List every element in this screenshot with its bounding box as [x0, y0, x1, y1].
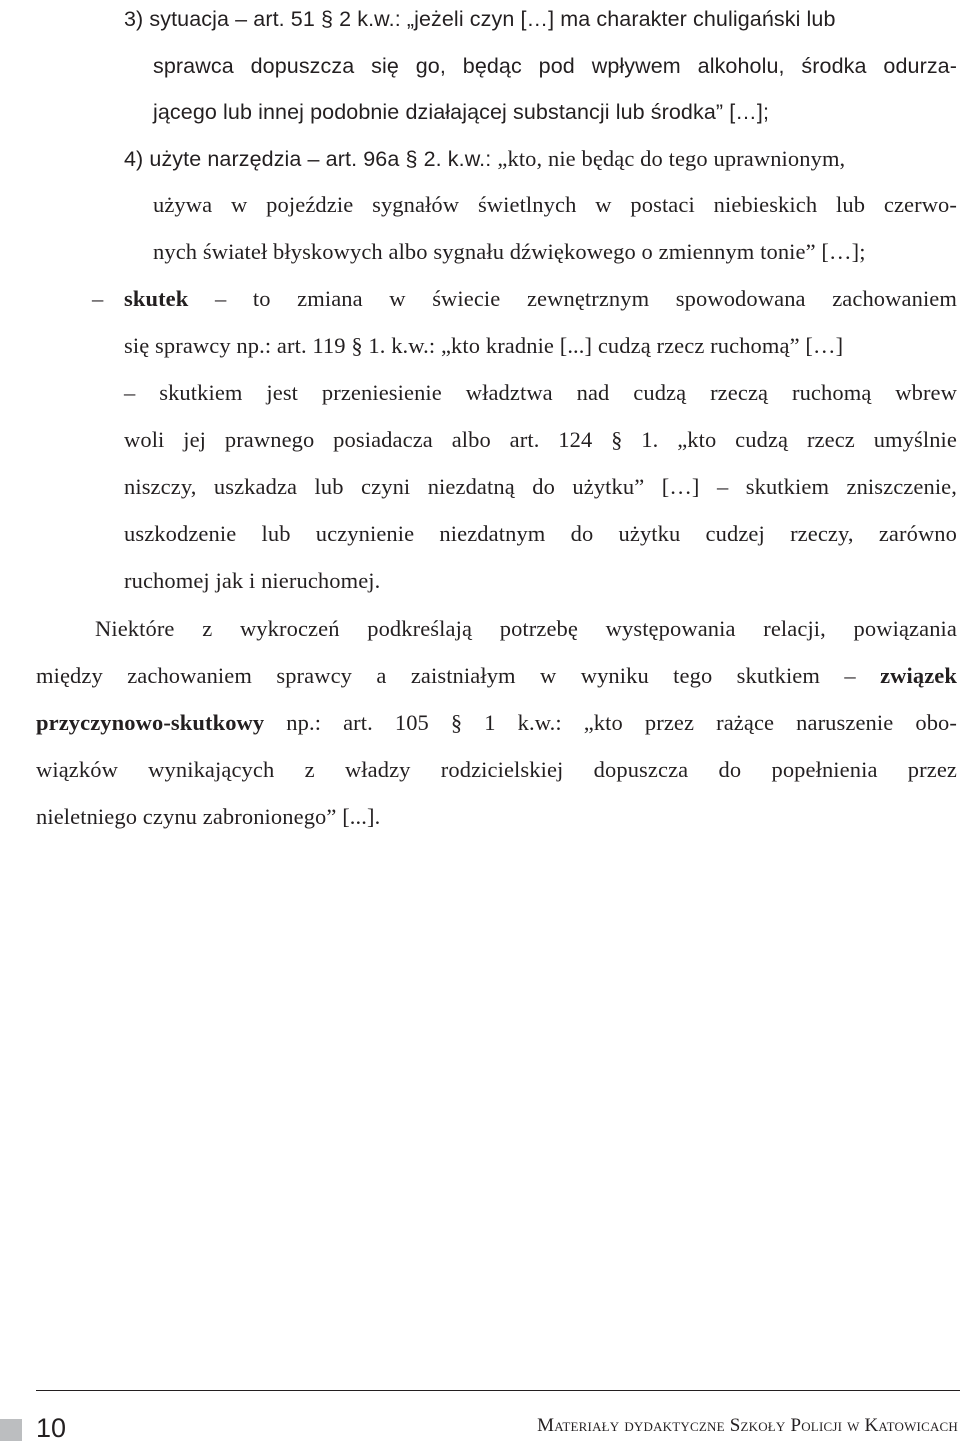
text-line: się sprawcy np.: art. 119 § 1. k.w.: „kto kradnie [...] cudzą rzecz ruchomą” […]	[124, 333, 844, 358]
text-span: – to zmiana w świecie zewnętrznym spowodowana zachowaniem	[188, 286, 957, 311]
text-line: – skutkiem jest przeniesienie władztwa nad cudzą rzeczą ruchomą wbrew	[124, 380, 957, 405]
text-line: nych świateł błyskowych albo sygnału dźwiękowego o zmiennym tonie” […];	[153, 239, 866, 264]
text-line: niszczy, uszkadza lub czyni niezdatną do użytku” […] – skutkiem zniszczenie,	[124, 474, 957, 499]
list-dash: –	[92, 286, 104, 311]
term-zwiazek: związek	[880, 663, 957, 688]
text-line: używa w pojeździe sygnałów świetlnych w postaci niebieskich lub czerwo-	[153, 192, 957, 217]
page-number: 10	[36, 1413, 67, 1443]
footer-square-marker	[0, 1419, 22, 1441]
text-span: „kto, nie będąc do tego uprawnionym,	[497, 146, 846, 171]
text-line	[124, 144, 845, 174]
text-line: jącego lub innej podobnie działającej substancji lub środka” […];	[153, 100, 770, 124]
text-line: ruchomej jak i nieruchomej.	[124, 568, 381, 593]
text-line: uszkodzenie lub uczynienie niezdatnym do użytku cudzej rzeczy, zarówno	[124, 521, 957, 546]
text-span: między zachowaniem sprawcy a zaistniałym w wyniku tego skutkiem –	[36, 663, 881, 688]
text-line: woli jej prawnego posiadacza albo art. 124 § 1. „kto cudzą rzecz umyślnie	[124, 427, 957, 452]
text-line	[124, 284, 957, 314]
term-skutek: skutek	[124, 286, 189, 311]
text-line	[36, 708, 957, 738]
text-line: Niektóre z wykroczeń podkreślają potrzebę występowania relacji, powiązania	[95, 616, 957, 641]
footer-title: Materiały dydaktyczne Szkoły Policji w Katowicach	[537, 1415, 958, 1436]
text-span: np.: art. 105 § 1 k.w.: „kto przez rażące naruszenie obo-	[264, 710, 957, 735]
footer-divider	[36, 1390, 960, 1391]
text-line: wiązków wynikających z władzy rodzicielskiej dopuszcza do popełnienia przez	[36, 757, 957, 782]
text-line: 3) sytuacja – art. 51 § 2 k.w.: „jeżeli czyn […] ma charakter chuligański lub	[124, 7, 836, 31]
text-line: nieletniego czynu zabronionego” [...].	[36, 804, 381, 829]
term-przyczynowo-skutkowy: przyczynowo-skutkowy	[36, 710, 265, 735]
text-line: sprawca dopuszcza się go, będąc pod wpływem alkoholu, środka odurza-	[153, 54, 957, 78]
text-line	[36, 661, 957, 691]
text-span: 4) użyte narzędzia – art. 96a § 2. k.w.:	[124, 147, 498, 171]
